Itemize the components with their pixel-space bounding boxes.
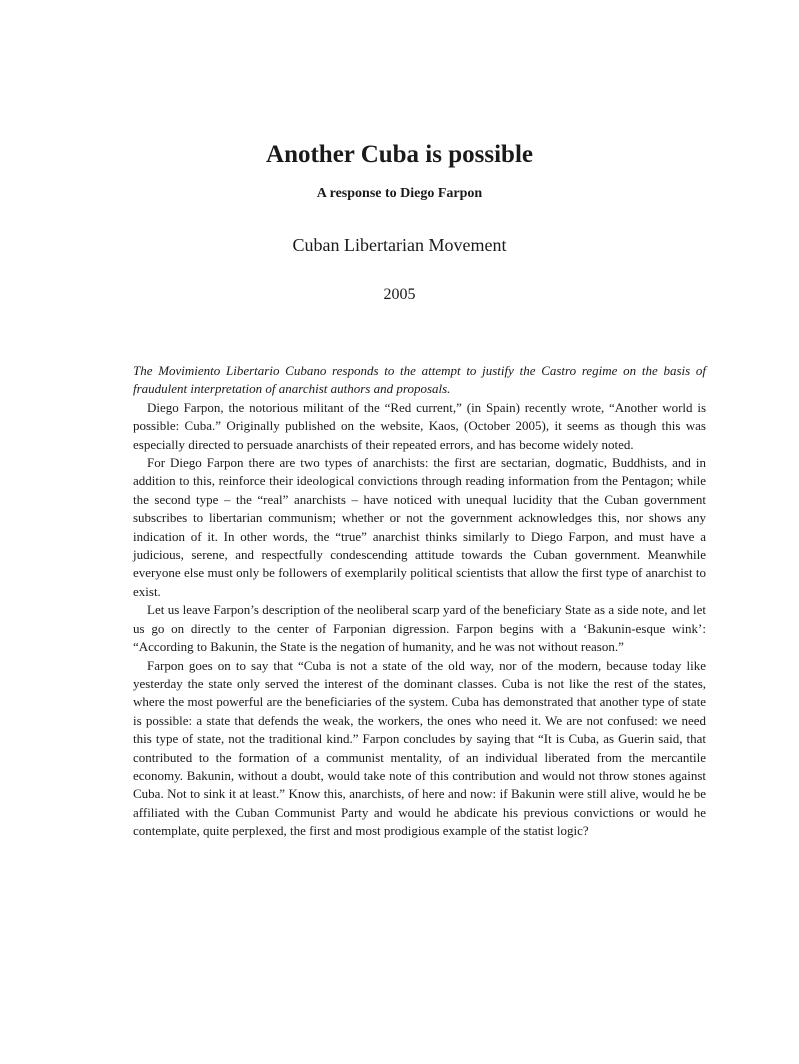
document-date: 2005 xyxy=(383,286,416,303)
paragraph-3: Let us leave Farpon’s description of the neoliberal scarp yard of the beneficiary State as a side note, and let us go on directly to the center of Farponian digression. Farpon begins with a ‘Bakunin-esque wink’: “According to Bakunin, the State is the negation of humanity, and he was not without reason.” xyxy=(133,602,706,655)
document-subtitle: A response to Diego Farpon xyxy=(316,186,483,201)
paragraph-1: Diego Farpon, the notorious militant of the “Red current,” (in Spain) recently wrote, “Another world is possible: Cuba.” Originally published on the website, Kaos, (October 2005), it seems as though this was especially directed to persuade anarchists of their repeated errors, and has become widely noted. xyxy=(133,399,706,452)
document-title: Another Cuba is possible xyxy=(266,141,533,168)
paragraph-4: Farpon goes on to say that “Cuba is not a state of the old way, nor of the modern, because today like yesterday the state only served the interest of the dominant classes. Cuba is not like the rest of the states, where the most powerful are the beneficiaries of the system. Cuba has demonstrated that another type of state is possible: a state that defends the weak, the workers, the ones who need it. We are not confused: we need this type of state, not the traditional kind.” Farpon concludes by saying that “It is Cuba, as Guerin said, that contributed to the formation of a communist mentality, of an individual liberated from the mercantile economy. Bakunin, without a doubt, would take note of this contribution and would not throw stones against Cuba. Not to sink it at least.” Know this, anarchists, of here and now: if Bakunin were still alive, would he be affiliated with the Cuban Communist Party and would he abdicate his previous convictions or would he contemplate, quite perplexed, the first and most prodigious example of the statist logic? xyxy=(133,657,706,839)
document-author: Cuban Libertarian Movement xyxy=(292,235,507,255)
document-body xyxy=(133,362,706,841)
abstract: The Movimiento Libertario Cubano responds to the attempt to justify the Castro regime on the basis of fraudulent interpretation of anarchist authors and proposals. xyxy=(133,363,706,397)
paragraph-2: For Diego Farpon there are two types of anarchists: the first are sectarian, dogmatic, Buddhists, and in addition to this, reinforce their ideological convictions through reading information from the Pentagon; while the second type – the “real” anarchists – have noticed with unequal lucidity that the Cuban government subscribes to libertarian communism; whether or not the government acknowledges this, nor shows any indication of it. In other words, the “true” anarchist thinks similarly to Diego Farpon, and must have a judicious, serene, and respectfully condescending attitude towards the Cuban government. Meanwhile everyone else must only be followers of exemplarily political scientists that allow the first type of anarchist to exist. xyxy=(133,455,706,599)
